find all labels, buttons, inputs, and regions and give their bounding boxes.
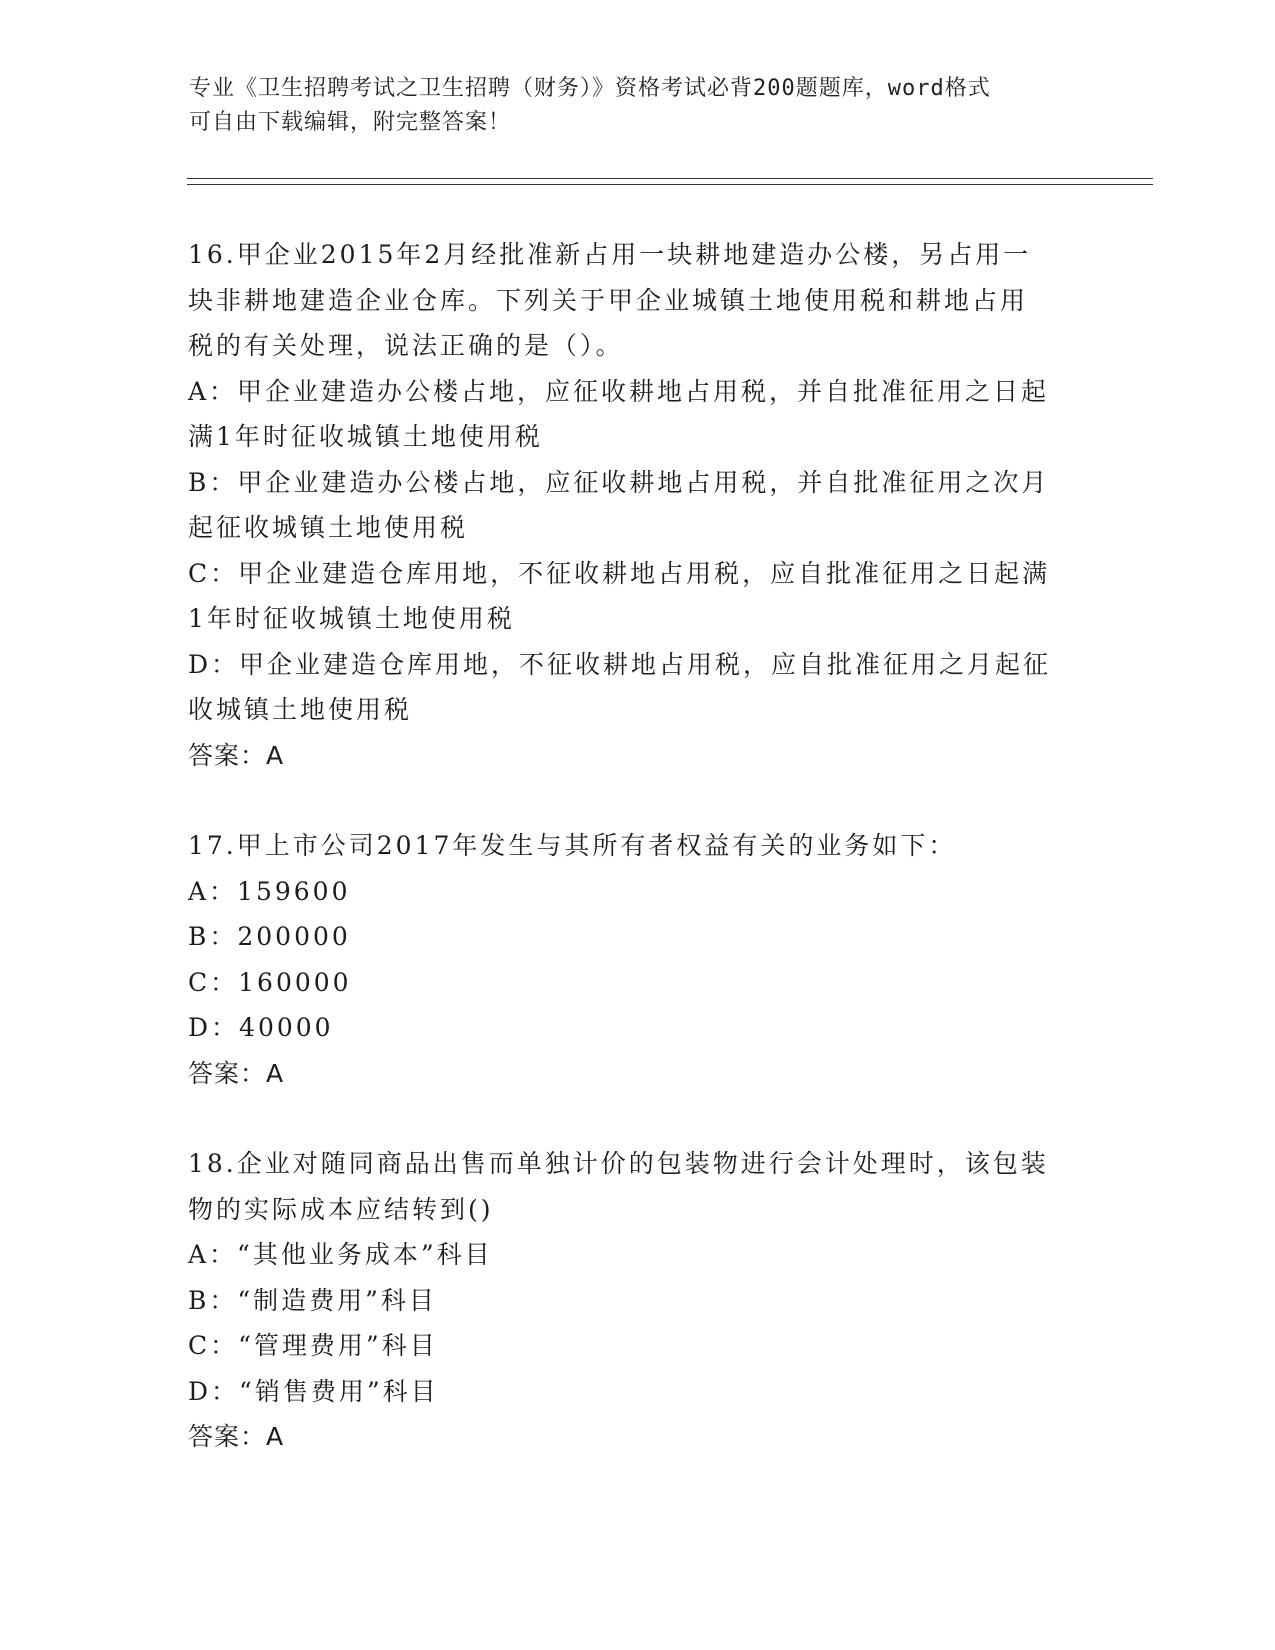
option-c: C：160000: [188, 967, 352, 997]
question-stem-line: 税的有关处理，说法正确的是（）。: [188, 331, 624, 360]
option-a: A：“其他业务成本”科目: [188, 1240, 493, 1269]
option-b: B：200000: [188, 922, 351, 951]
option-c-continued: 1年时征收城镇土地使用税: [188, 604, 515, 633]
question-stem-line: 18.企业对随同商品出售而单独计价的包装物进行会计处理时，该包装: [188, 1149, 1049, 1178]
question-stem-line: 16.甲企业2015年2月经批准新占用一块耕地建造办公楼，另占用一: [188, 240, 1032, 269]
question-stem-line: 块非耕地建造企业仓库。下列关于甲企业城镇土地使用税和耕地占用: [188, 285, 1029, 315]
option-a: A：甲企业建造办公楼占地，应征收耕地占用税，并自批准征用之日起: [188, 376, 1050, 406]
option-c: C：“管理费用”科目: [188, 1331, 438, 1360]
option-d: D：甲企业建造仓库用地，不征收耕地占用税，应自批准征用之月起征: [188, 649, 1052, 679]
question-17: [188, 823, 1088, 1096]
question-list: [188, 232, 1088, 1505]
question-18: [188, 1141, 1088, 1460]
option-b-continued: 起征收城镇土地使用税: [188, 513, 469, 542]
option-d: D：40000: [188, 1013, 334, 1042]
option-b: B：甲企业建造办公楼占地，应征收耕地占用税，并自批准征用之次月: [188, 467, 1050, 497]
option-a-continued: 满1年时征收城镇土地使用税: [188, 422, 543, 451]
answer-line: 答案：A: [188, 1422, 285, 1451]
header-title-line-2: 可自由下载编辑，附完整答案！: [189, 110, 512, 135]
answer-line: 答案：A: [188, 1058, 285, 1088]
header-title-line-1: 专业《卫生招聘考试之卫生招聘（财务）》资格考试必背200题题库，word格式: [189, 76, 991, 101]
option-d-continued: 收城镇土地使用税: [188, 695, 413, 724]
question-16: [188, 232, 1088, 778]
question-stem-line: 17.甲上市公司2017年发生与其所有者权益有关的业务如下：: [188, 831, 957, 860]
header-divider: [187, 178, 1153, 185]
option-b: B：“制造费用”科目: [188, 1285, 437, 1315]
question-stem-line: 物的实际成本应结转到(): [188, 1194, 494, 1224]
answer-line: 答案：A: [188, 740, 285, 770]
option-c: C：甲企业建造仓库用地，不征收耕地占用税，应自批准征用之日起满: [188, 558, 1051, 588]
option-a: A：159600: [188, 876, 351, 906]
document-header: [189, 72, 1089, 140]
option-d: D：“销售费用”科目: [188, 1376, 439, 1406]
